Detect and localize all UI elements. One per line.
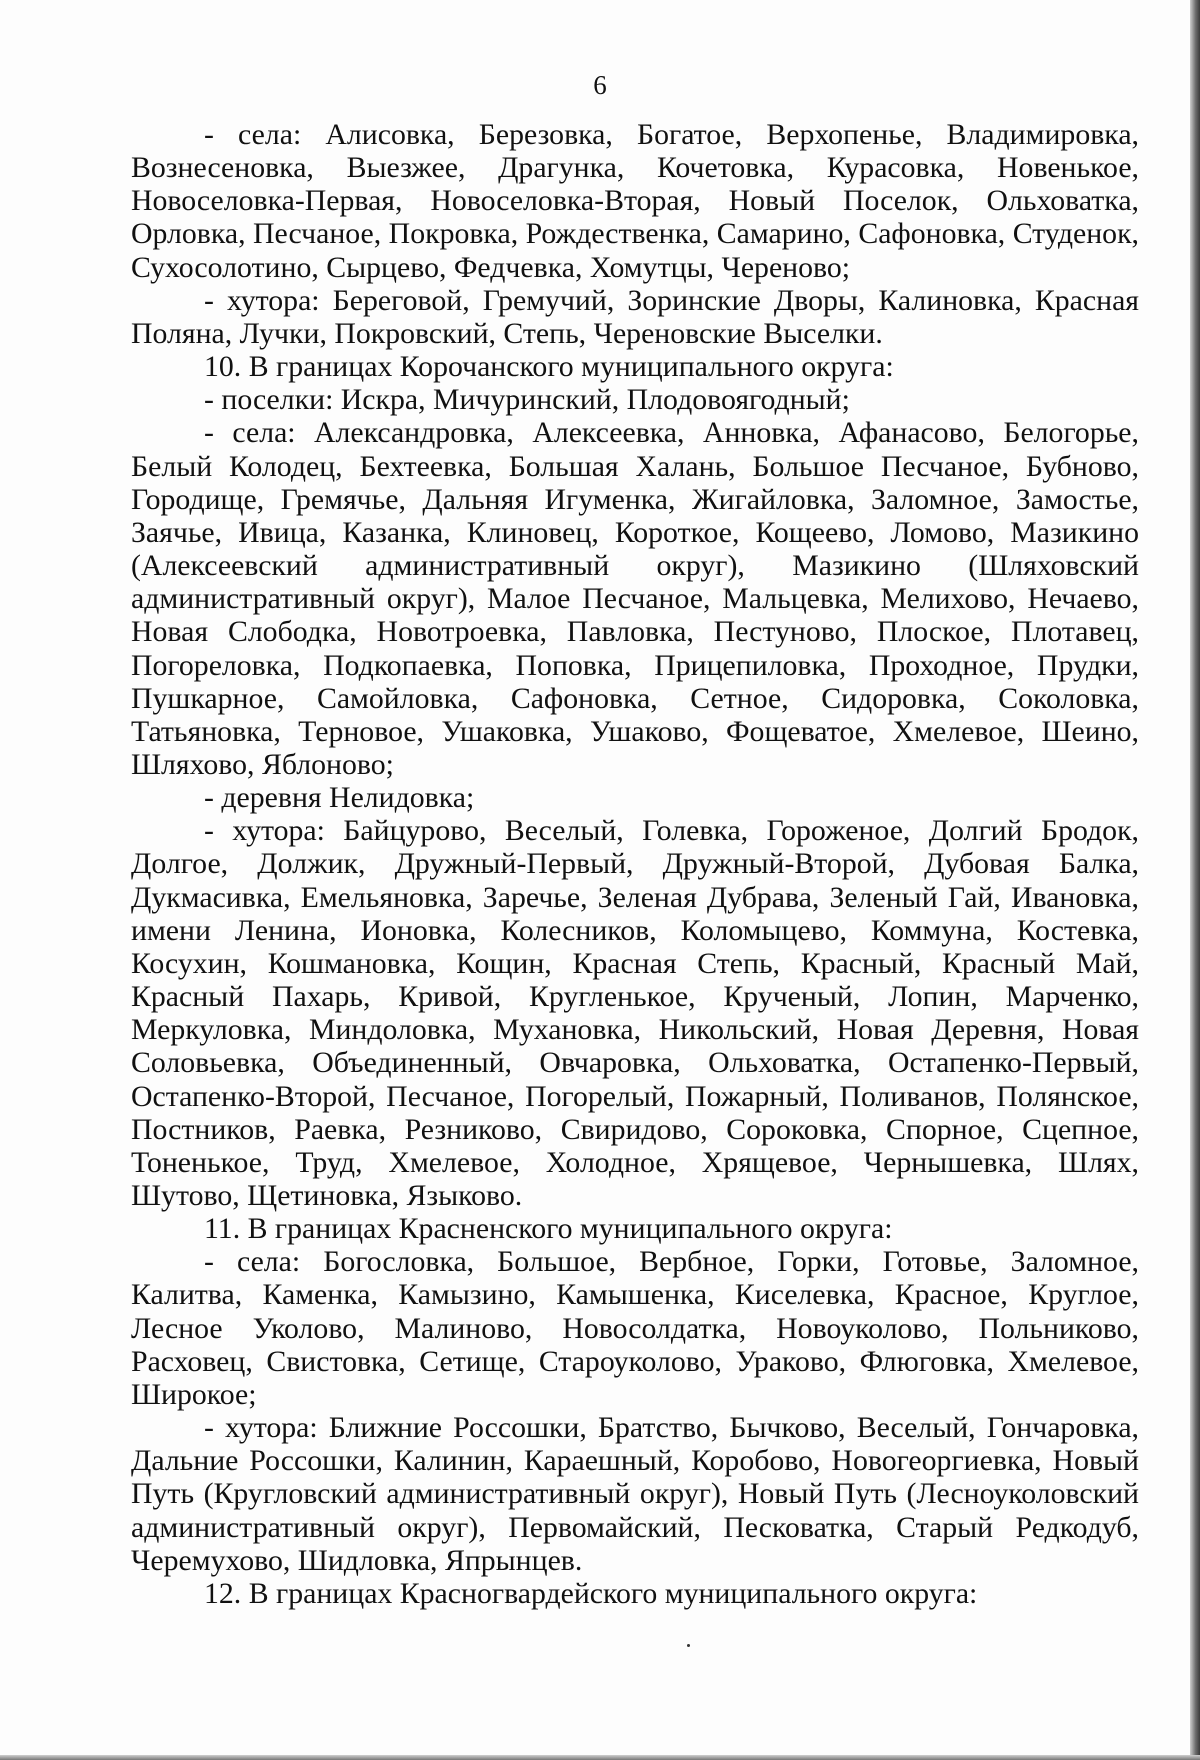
- scan-edge-right: [1190, 0, 1200, 1760]
- paragraph-villages-list: - села: Алисовка, Березовка, Богатое, Верхопенье, Владимировка, Вознесеновка, Выезжее, Драгунка, Кочетовка, Курасовка, Новенькое, Новоселовка-Первая, Новоселовка-Вторая, Новый Поселок, Ольховатка, Орловка, Песчаное, Покровка, Рождественка, Самарино, Сафоновка, Студенок, Сухосолотино, Сырцево, Федчевка, Хомутцы, Череново;: [131, 118, 1139, 284]
- paragraph-villages-krasnoe: - села: Богословка, Большое, Вербное, Горки, Готовье, Заломное, Калитва, Каменка, Камызино, Камышенка, Киселевка, Красное, Круглое, Лесное Уколово, Малиново, Новосолдатка, Новоуколово, Польниково, Расховец, Свистовка, Сетище, Староуколово, Ураково, Флюговка, Хмелевое, Широкое;: [131, 1245, 1139, 1411]
- paragraph-hamlets-list: - хутора: Береговой, Гремучий, Зоринские Дворы, Калиновка, Красная Поляна, Лучки, Покровский, Степь, Череновские Выселки.: [131, 283, 1139, 350]
- section-heading-krasnoe: 11. В границах Красненского муниципального округа:: [204, 1212, 893, 1246]
- paragraph-settlements-korocha: - поселки: Искра, Мичуринский, Плодовоягодный;: [204, 383, 850, 417]
- document-body: [131, 118, 1139, 1610]
- paragraph-villages-korocha: - села: Александровка, Алексеевка, Анновка, Афанасово, Белогорье, Белый Колодец, Бехтеевка, Большая Халань, Большое Песчаное, Бубново, Городище, Гремячье, Дальняя Игуменка, Жигайловка, Заломное, Замостье, Заячье, Ивица, Казанка, Клиновец, Короткое, Кощеево, Ломово, Мазикино (Алексеевский административный округ), Мазикино (Шляховский административный округ), Малое Песчаное, Мальцевка, Мелихово, Нечаево, Новая Слободка, Новотроевка, Павловка, Пестуново, Плоское, Плотавец, Погореловка, Подкопаевка, Поповка, Прицепиловка, Проходное, Прудки, Пушкарное, Самойловка, Сафоновка, Сетное, Сидоровка, Соколовка, Татьяновка, Терновое, Ушаковка, Ушаково, Фощеватое, Хмелевое, Шеино, Шляхово, Яблоново;: [131, 416, 1139, 781]
- section-heading-korocha: 10. В границах Корочанского муниципального округа:: [204, 350, 894, 384]
- page-number: 6: [593, 70, 607, 100]
- paragraph-hamlets-krasnoe: - хутора: Ближние Россошки, Братство, Бычково, Веселый, Гончаровка, Дальние Россошки, Калинин, Караешный, Коробово, Новогеоргиевка, Новый Путь (Кругловский административный округ), Новый Путь (Лесноуколовский административный округ), Первомайский, Песковатка, Старый Редкодуб, Черемухово, Шидловка, Япрынцев.: [131, 1411, 1139, 1577]
- scan-edge-bottom: [0, 1755, 1200, 1760]
- paragraph-hamlet-village-korocha: - деревня Нелидовка;: [204, 781, 475, 815]
- scan-speck: [687, 1644, 690, 1647]
- paragraph-hamlets-korocha: - хутора: Байцурово, Веселый, Голевка, Гороженое, Долгий Бродок, Долгое, Должик, Дружный-Первый, Дружный-Второй, Дубовая Балка, Дукмасивка, Емельяновка, Заречье, Зеленая Дубрава, Зеленый Гай, Ивановка, имени Ленина, Ионовка, Колесников, Коломыцево, Коммуна, Костевка, Косухин, Кошмановка, Кощин, Красная Степь, Красный, Красный Май, Красный Пахарь, Кривой, Кругленькое, Крученый, Лопин, Марченко, Меркуловка, Миндоловка, Мухановка, Никольский, Новая Деревня, Новая Соловьевка, Объединенный, Овчаровка, Ольховатка, Остапенко-Первый, Остапенко-Второй, Песчаное, Погорелый, Пожарный, Поливанов, Полянское, Постников, Раевка, Резниково, Свиридово, Сороковка, Спорное, Сцепное, Тоненькое, Труд, Хмелевое, Холодное, Хрящевое, Чернышевка, Шлях, Шутово, Щетиновка, Языково.: [131, 814, 1139, 1212]
- section-heading-krasnogvardeysky: 12. В границах Красногвардейского муниципального округа:: [204, 1576, 978, 1610]
